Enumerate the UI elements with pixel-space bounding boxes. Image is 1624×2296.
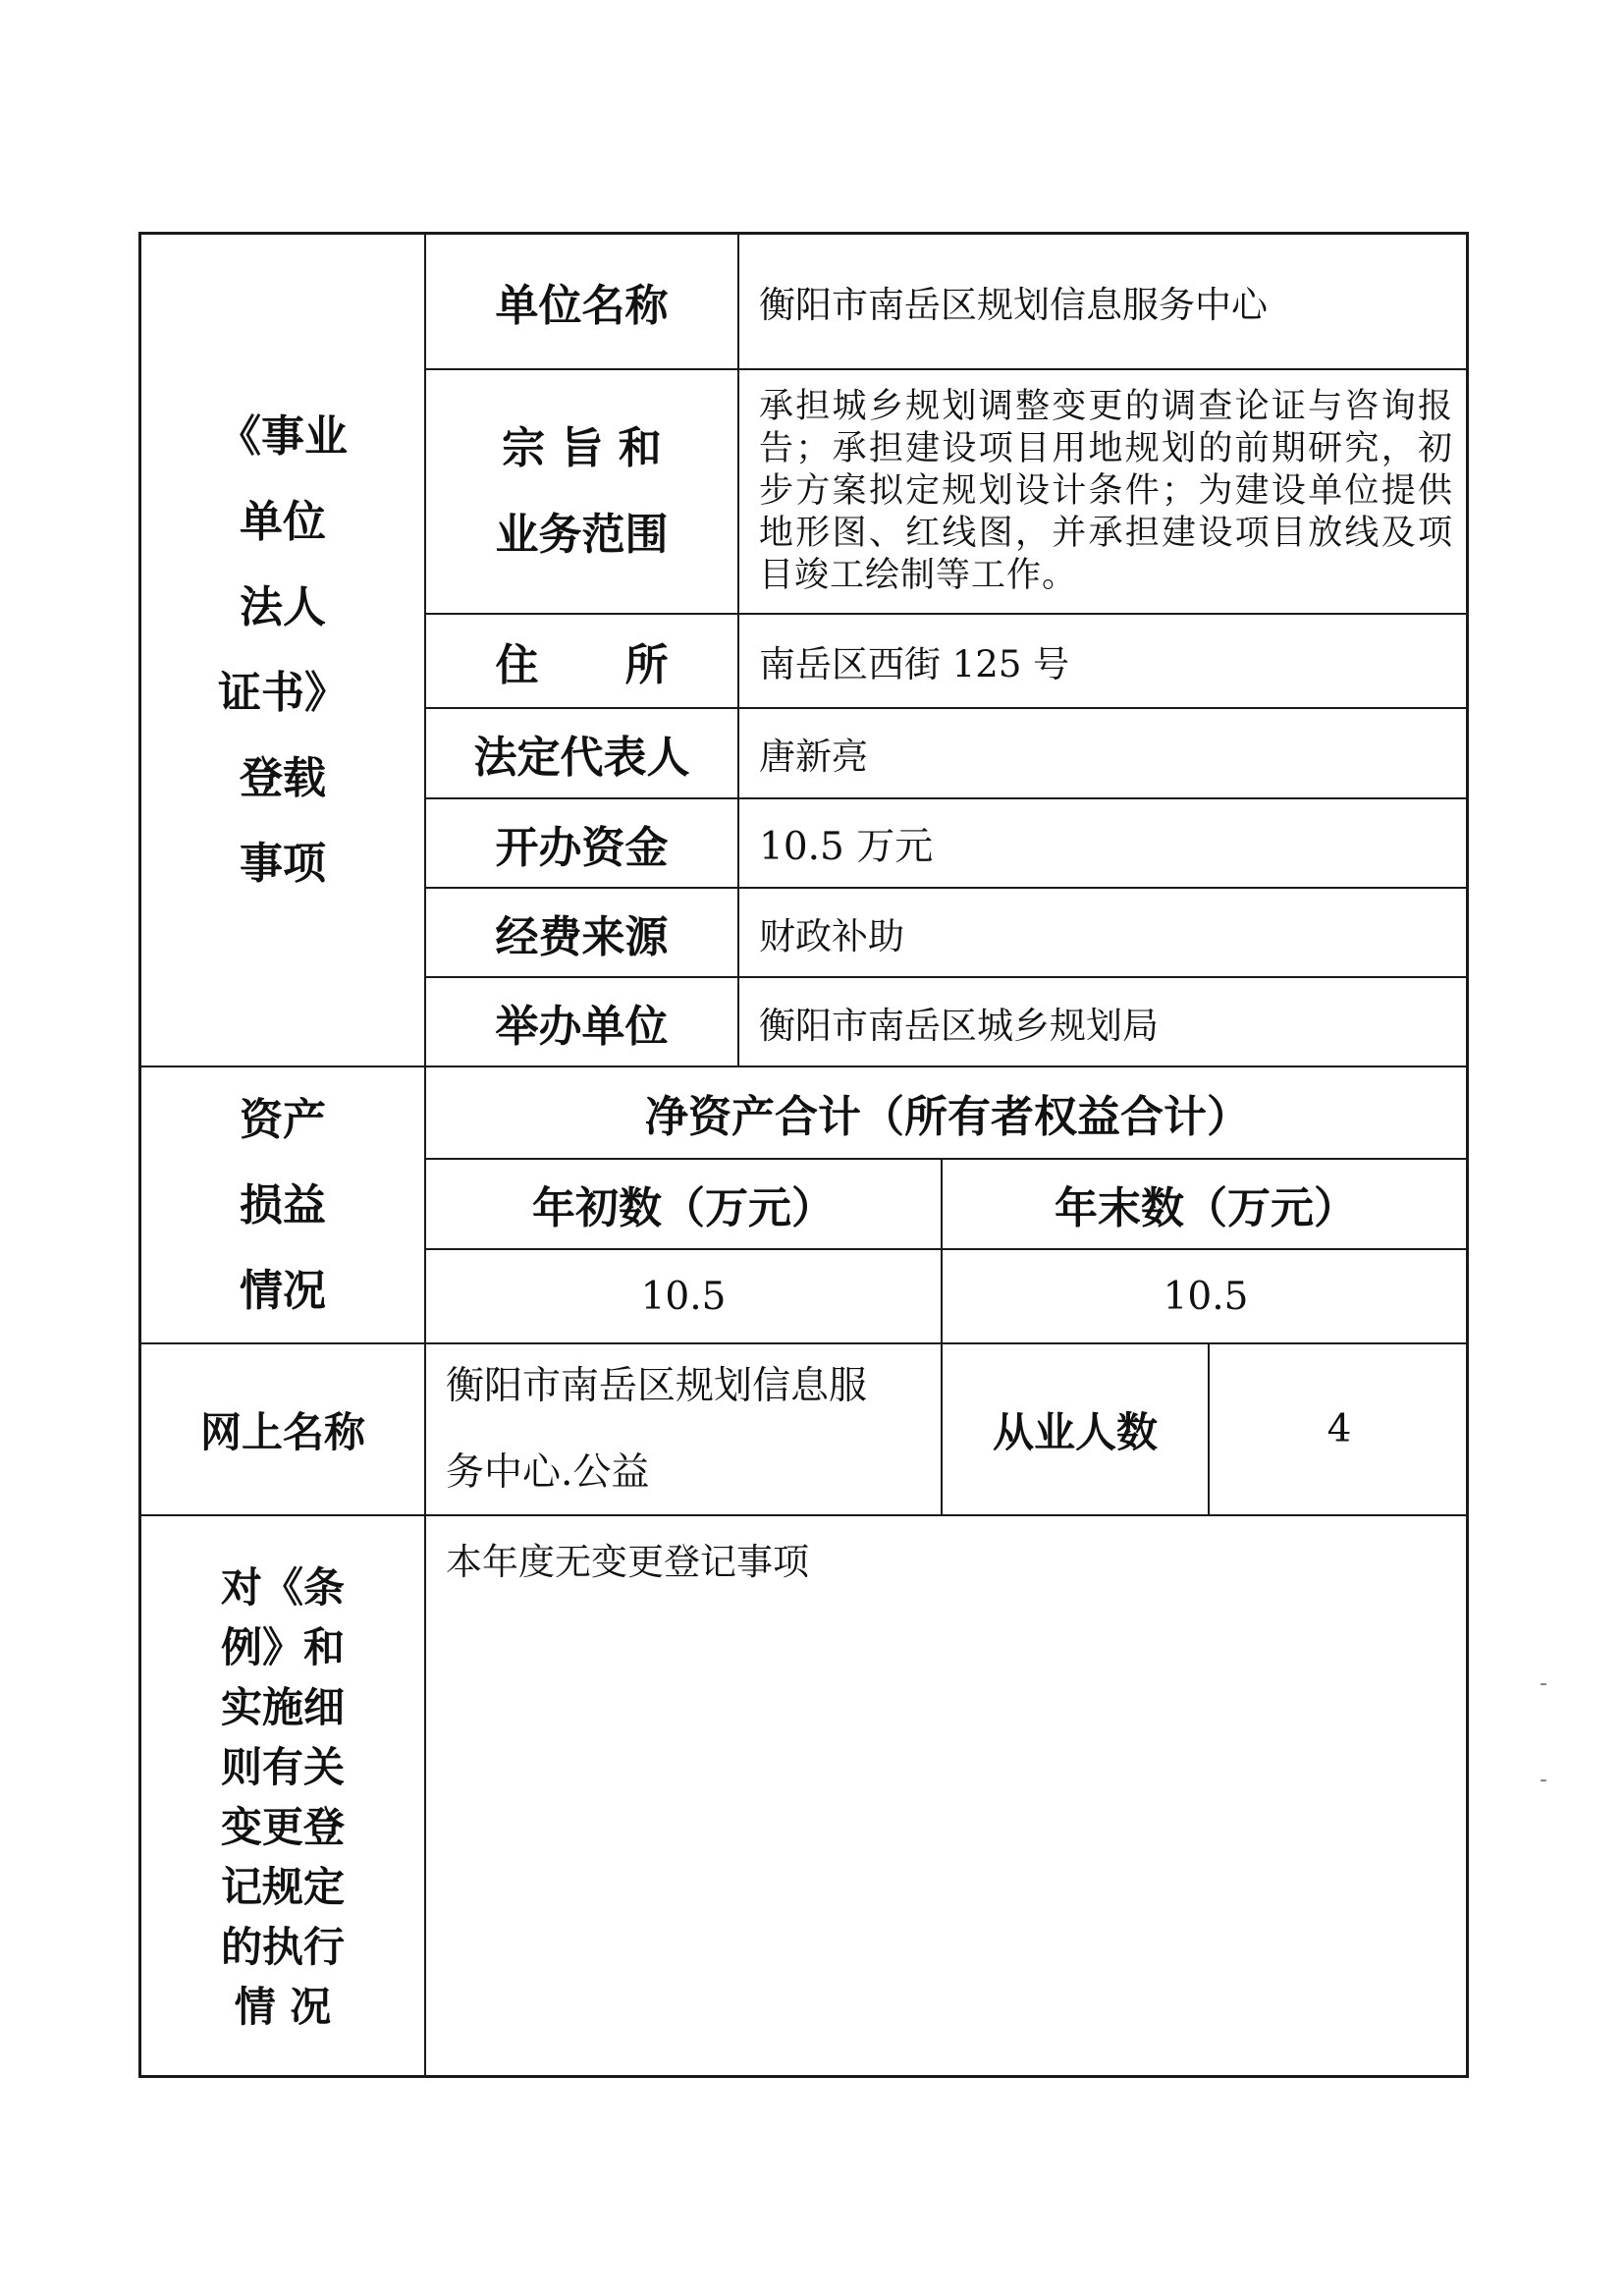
compliance-value: 本年度无变更登记事项 [446, 1541, 809, 1583]
certificate-label-line: 单位 [240, 497, 326, 547]
business-scope-label-line: 宗 旨 和 [502, 422, 662, 473]
compliance-label-line: 实施细 [220, 1683, 345, 1731]
certificate-label-line: 登载 [240, 753, 326, 803]
address-label: 住 所 [495, 640, 669, 690]
startup-funds-label: 开办资金 [495, 822, 669, 873]
funding-source-value: 财政补助 [759, 914, 904, 957]
unit-name-label: 单位名称 [495, 281, 669, 331]
staff-count-value: 4 [1326, 1407, 1352, 1451]
year-end-header: 年末数（万元） [1055, 1183, 1357, 1233]
compliance-label-line: 的执行 [220, 1923, 345, 1971]
staff-count-label: 从业人数 [992, 1407, 1158, 1456]
compliance-label-line: 记规定 [220, 1863, 345, 1911]
compliance-label-line: 变更登 [220, 1803, 345, 1851]
net-assets-header: 净资产合计（所有者权益合计） [645, 1092, 1250, 1142]
certificate-label-line: 《事业 [218, 411, 348, 462]
certificate-label-line: 证书》 [218, 668, 348, 718]
year-end-value: 10.5 [1163, 1274, 1249, 1319]
business-scope-label [426, 370, 737, 613]
legal-representative-label: 法定代表人 [473, 733, 690, 783]
year-start-value: 10.5 [640, 1274, 727, 1319]
sponsor-unit-value: 衡阳市南岳区城乡规划局 [759, 1004, 1159, 1047]
business-scope-label-line: 业务范围 [495, 509, 669, 560]
assets-label-line: 资产 [240, 1094, 326, 1145]
scan-speck: - [1540, 1768, 1547, 1792]
compliance-label-line: 例》和 [220, 1623, 345, 1671]
address-value: 南岳区西街 125 号 [759, 643, 1070, 685]
scan-speck: - [1540, 1671, 1547, 1696]
online-name-line: 务中心.公益 [446, 1449, 650, 1495]
compliance-label-line: 情 况 [234, 1983, 332, 2031]
funding-source-label: 经费来源 [495, 911, 669, 962]
business-scope-value: 承担城乡规划调整变更的调查论证与咨询报告；承担建设项目用地规划的前期研究，初步方案拟定规划设计条件；为建设单位提供地形图、红线图，并承担建设项目放线及项目竣工绘制等工作。 [759, 387, 1453, 595]
assets-section-label [141, 1067, 424, 1342]
assets-label-line: 情况 [240, 1265, 326, 1316]
sponsor-unit-label: 举办单位 [495, 1001, 669, 1052]
assets-label-line: 损益 [240, 1179, 326, 1230]
compliance-label-line: 对《条 [220, 1563, 345, 1612]
registration-form-table [138, 232, 1469, 2078]
unit-name-value: 衡阳市南岳区规划信息服务中心 [759, 284, 1268, 326]
certificate-label-line: 法人 [240, 582, 326, 632]
compliance-label-line: 则有关 [220, 1743, 345, 1791]
startup-funds-value: 10.5 万元 [759, 824, 934, 869]
certificate-section-label [141, 235, 424, 1066]
certificate-label-line: 事项 [240, 839, 326, 889]
online-name-value [426, 1344, 941, 1514]
compliance-section-label [141, 1516, 424, 2078]
online-name-label: 网上名称 [199, 1407, 365, 1456]
online-name-line: 衡阳市南岳区规划信息服 [446, 1363, 868, 1408]
year-start-header: 年初数（万元） [532, 1183, 835, 1233]
legal-representative-value: 唐新亮 [759, 736, 868, 778]
